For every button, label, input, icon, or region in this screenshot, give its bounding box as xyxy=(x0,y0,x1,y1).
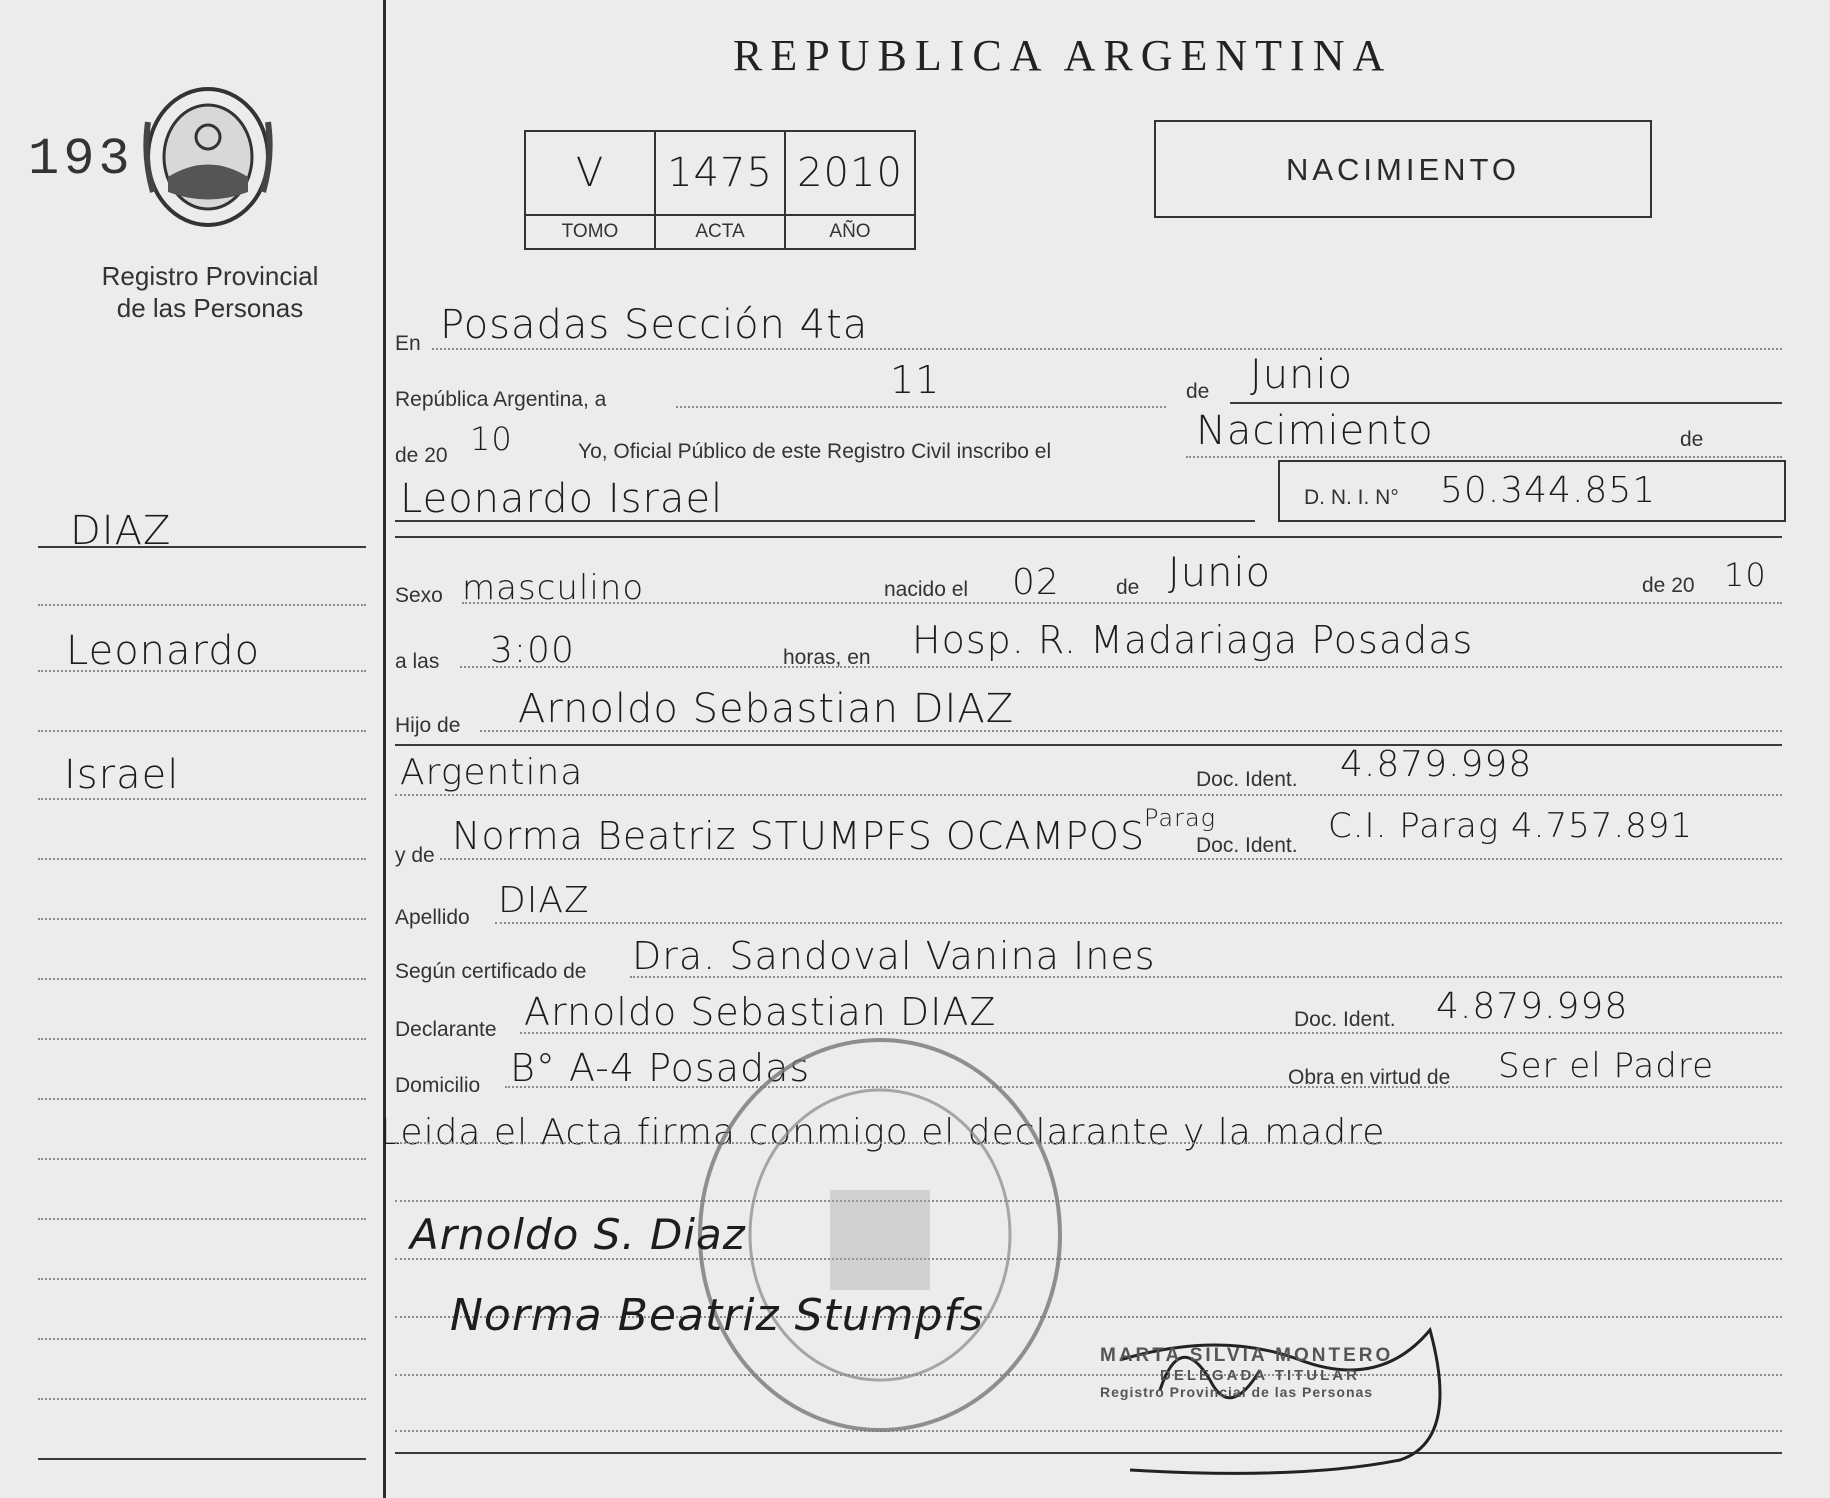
segun-label: Según certificado de xyxy=(395,960,587,983)
registry-name-line1: Registro Provincial xyxy=(101,261,319,291)
form-line xyxy=(630,976,1782,978)
domicilio-value: B° A-4 Posadas xyxy=(510,1046,811,1090)
doc-ident-label-2: Doc. Ident. xyxy=(1196,834,1298,857)
horas-label: horas, en xyxy=(783,646,871,669)
margin-dotted-line xyxy=(38,604,366,606)
column-divider xyxy=(383,0,386,1498)
de-label-2: de xyxy=(1680,428,1704,451)
margin-dotted-line xyxy=(38,1158,366,1160)
form-line xyxy=(480,730,1782,732)
margin-dotted-line xyxy=(38,1278,366,1280)
day-value: 11 xyxy=(890,358,941,402)
birth-time: 3:00 xyxy=(490,630,575,671)
alas-label: a las xyxy=(395,650,440,673)
de-label-3: de xyxy=(1116,576,1140,599)
mother-signature: Norma Beatriz Stumpfs xyxy=(450,1290,984,1341)
father-nationality: Argentina xyxy=(400,752,584,793)
en-label: En xyxy=(395,332,421,355)
form-line xyxy=(462,602,1782,604)
margin-dotted-line xyxy=(38,670,366,672)
margin-dotted-line xyxy=(38,1038,366,1040)
margin-dotted-line xyxy=(38,918,366,920)
declarante-label: Declarante xyxy=(395,1018,497,1041)
declarante-doc: 4.879.998 xyxy=(1436,986,1629,1027)
margin-surname: DIAZ xyxy=(70,508,172,554)
act-type-value: Nacimiento xyxy=(1196,408,1434,454)
closing-line: Leida el Acta firma conmigo el declarante y la madre xyxy=(380,1112,1386,1153)
margin-first-name: Leonardo xyxy=(66,628,261,674)
form-line xyxy=(1230,402,1782,404)
margin-line xyxy=(38,1458,366,1460)
yde-label: y de xyxy=(395,844,435,867)
father-doc: 4.879.998 xyxy=(1340,744,1533,785)
year-suffix: 10 xyxy=(470,420,513,458)
margin-line xyxy=(38,546,366,548)
margin-dotted-line xyxy=(38,1338,366,1340)
mother-name: Norma Beatriz STUMPFS OCAMPOS xyxy=(452,814,1146,858)
hijo-label: Hijo de xyxy=(395,714,461,737)
tomo-label: TOMO xyxy=(525,215,655,249)
margin-dotted-line xyxy=(38,1218,366,1220)
margin-second-name: Israel xyxy=(64,752,180,798)
mother-nationality: Parag xyxy=(1144,804,1217,832)
apellido-value: DIAZ xyxy=(498,880,590,921)
father-signature: Arnoldo S. Diaz xyxy=(410,1210,746,1259)
birth-year-prefix: de 20 xyxy=(1642,574,1695,597)
father-name: Arnoldo Sebastian DIAZ xyxy=(518,686,1015,732)
mother-doc: C.I. Parag 4.757.891 xyxy=(1328,806,1694,846)
ano-label: AÑO xyxy=(785,215,915,249)
form-line xyxy=(395,1452,1782,1454)
official-office: Registro Provincial de las Personas xyxy=(1100,1384,1374,1400)
form-line xyxy=(460,666,1782,668)
record-code-table xyxy=(524,130,916,250)
de-label: de xyxy=(1186,380,1210,403)
official-title: DELEGADA TITULAR xyxy=(1160,1367,1360,1384)
birth-day: 02 xyxy=(1012,562,1060,603)
sexo-label: Sexo xyxy=(395,584,443,607)
sexo-value: masculino xyxy=(462,568,645,608)
tomo-value: V xyxy=(525,131,655,215)
form-line xyxy=(440,858,1782,860)
place-value: Posadas Sección 4ta xyxy=(440,302,869,348)
form-line xyxy=(395,1430,1782,1432)
form-line xyxy=(395,1142,1782,1144)
apellido-label: Apellido xyxy=(395,906,470,929)
obra-label: Obra en virtud de xyxy=(1288,1066,1451,1089)
doc-ident-label: Doc. Ident. xyxy=(1196,768,1298,791)
margin-dotted-line xyxy=(38,1098,366,1100)
margin-dotted-line xyxy=(38,798,366,800)
child-names-value: Leonardo Israel xyxy=(400,476,724,522)
domicilio-label: Domicilio xyxy=(395,1074,481,1097)
declarante-name: Arnoldo Sebastian DIAZ xyxy=(524,990,997,1034)
misiones-seal-icon xyxy=(138,82,278,232)
yo-text: Yo, Oficial Público de este Registro Civil inscribo el xyxy=(578,440,1052,463)
form-line xyxy=(395,536,1782,538)
form-line xyxy=(395,744,1782,746)
margin-dotted-line xyxy=(38,978,366,980)
doc-ident-label-3: Doc. Ident. xyxy=(1294,1008,1396,1031)
official-stamp-text xyxy=(1100,1345,1393,1400)
form-line xyxy=(1186,456,1782,458)
margin-registry-number: 193 xyxy=(28,130,134,189)
form-line xyxy=(676,406,1166,408)
official-stamp-icon xyxy=(690,1030,1070,1440)
republica-label: República Argentina, a xyxy=(395,388,607,411)
year-prefix: de 20 xyxy=(395,444,448,467)
month-value: Junio xyxy=(1250,352,1354,398)
form-line xyxy=(395,1200,1782,1202)
birth-place: Hosp. R. Madariaga Posadas xyxy=(912,618,1474,662)
margin-dotted-line xyxy=(38,730,366,732)
dni-box xyxy=(1278,460,1786,522)
form-line xyxy=(395,794,1782,796)
form-line xyxy=(395,520,1255,522)
ano-value: 2010 xyxy=(785,131,915,215)
dni-label: D. N. I. N° xyxy=(1304,486,1399,509)
acta-value: 1475 xyxy=(655,131,785,215)
form-line xyxy=(432,348,1782,350)
form-line xyxy=(495,922,1782,924)
obra-value: Ser el Padre xyxy=(1498,1046,1714,1086)
margin-dotted-line xyxy=(38,1398,366,1400)
form-line xyxy=(395,1374,1782,1376)
acta-label: ACTA xyxy=(655,215,785,249)
margin-dotted-line xyxy=(38,858,366,860)
certificate-by: Dra. Sandoval Vanina Ines xyxy=(632,934,1156,978)
record-type-box: NACIMIENTO xyxy=(1154,120,1652,218)
country-title: REPUBLICA ARGENTINA xyxy=(733,31,1393,80)
nacido-label: nacido el xyxy=(884,578,969,601)
birth-year-suffix: 10 xyxy=(1724,556,1767,594)
official-name: MARTA SILVIA MONTERO xyxy=(1100,1345,1394,1366)
birth-month: Junio xyxy=(1168,550,1272,596)
registry-name-line2: de las Personas xyxy=(116,293,304,323)
registry-name xyxy=(60,260,360,324)
dni-value: 50.344.851 xyxy=(1440,470,1657,511)
